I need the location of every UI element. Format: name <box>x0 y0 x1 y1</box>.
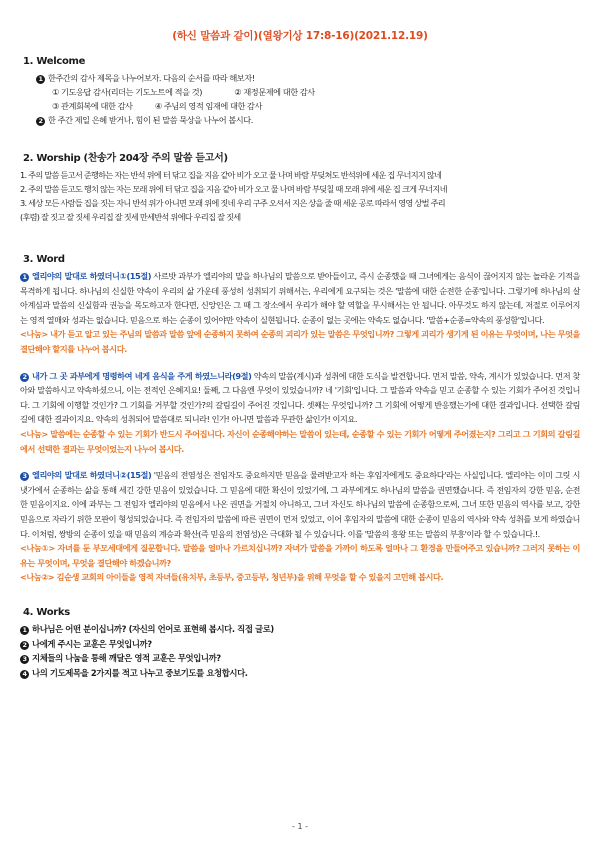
item-text: 주님의 영적 임재에 대한 감사 <box>163 101 262 111</box>
item-number: ③ <box>52 101 59 111</box>
works-item-text: 나의 기도제목을 2가지를 적고 나누고 중보기도를 요청합시다. <box>32 668 248 679</box>
welcome-items-row1 <box>20 85 580 99</box>
share-question-3b: <나눔②> 김순생 교회의 아이들을 영적 자녀들(유치부, 초등부, 중고등부, 청년부)을 위해 무엇을 할 수 있을지 고민해 봅시다. <box>20 572 444 583</box>
document-title: (하신 말씀과 같이)(열왕기상 17:8-16)(2021.12.19) <box>172 30 428 42</box>
welcome-intro-text: 한주간의 감사 제목을 나누어보자. 다음의 순서를 따라 해보자! <box>48 73 255 83</box>
number-bullet: 2 <box>20 641 29 650</box>
share-question-3a: <나눔①> 자녀를 둔 부모세대에게 질문합니다. 말씀을 얼마나 가르치십니까? 자녀가 말씀을 가까이 하도록 얼마나 그 환경을 만들어주고 있습니까? 그러지 못하는 이유는 무엇이며, 무엇을 결단해야 하겠습니까? <box>20 543 580 568</box>
number-bullet: 4 <box>20 670 29 679</box>
share-question-2: <나눔> 말씀에는 순종할 수 있는 기회가 반드시 주어집니다. 자신이 순종해야하는 말씀이 있는데, 순종할 수 있는 기회가 어떻게 주어졌는지? 그리고 그 기회의 갈림길에서 선택한 결과는 무엇이었는지 나누어 봅시다. <box>20 428 580 454</box>
works-item-text: 나에게 주시는 교훈은 무엇입니까? <box>32 638 152 649</box>
number-bullet: 2 <box>20 373 29 382</box>
item-text: 관계회복에 대한 감사 <box>61 101 133 111</box>
welcome-item-4 <box>155 101 262 111</box>
item-text: 재정문제에 대한 감사 <box>243 87 315 97</box>
hymn-verse-2: 2. 주의 말씀 듣고도 행치 않는 자는 모래 위에 터 닦고 집을 지음 같아 비가 오고 물 나며 바람 부딪칠 때 모래 위에 세운 집 크게 무너지네 <box>20 184 447 194</box>
number-bullet: 1 <box>20 273 29 282</box>
welcome-second <box>20 113 580 127</box>
works-item-text: 지체들의 나눔을 통해 깨달은 영적 교훈은 무엇입니까? <box>32 653 221 664</box>
paragraph-lead: 엘리야의 말대로 하였더니①(15절) <box>32 271 151 281</box>
item-text: 기도응답 감사(리더는 기도노트에 적을 것) <box>61 87 202 97</box>
welcome-heading: 1. Welcome <box>23 56 86 67</box>
works-item-2 <box>20 637 580 652</box>
item-number: ① <box>52 87 59 97</box>
document-page <box>20 28 580 681</box>
welcome-intro <box>20 71 580 85</box>
paragraph-body: '믿음의 전염성은 전임자도 중요하지만 믿음을 물려받고자 하는 후임자에게도 중요하다'라는 사실입니다. 엘리야는 이미 그릿 시냇가에서 순종하는 삶을 통해 세긴 강한 믿음이 있었습니다. 그 믿음에 대한 확신이 있었기에, 그 과부에게도 하나님의 말씀을 권면했습니다. 즉 전임자의 강한 믿음, 순전한 믿음이지요. 이에 과부는 그 전임자 엘리야의 믿음에서 나온 권면을 거절치 아니하고, 그녀 자신도 하나님의 말씀에 순종함으로써, 그녀 또한 믿음의 역사를 보고, 강한 믿음으로 자라기 위한 모판이 형성되었습니다. 즉 전임자의 말씀에 따른 권면이 먼저 있었고, 이어 후임자의 말씀에 대한 순종이 믿음의 역사와 약속 성취를 보게 하였습니다. 이처럼, 쌍방의 순종이 있을 때 믿음의 계승과 확산(즉 믿음의 전염성)은 극대화 될 수 있습니다. 이를 '말씀의 흥왕 또는 말씀의 부흥'이라 할 수 있습니다.!. <box>20 470 580 539</box>
word-paragraph-3 <box>20 468 580 541</box>
number-bullet: 1 <box>36 75 45 84</box>
welcome-section <box>20 56 580 127</box>
paragraph-body: 사르밧 과부가 엘리야의 말을 하나님의 말씀으로 받아들이고, 즉시 순종했을 때 그녀에게는 음식이 끊어지지 않는 놀라운 기적을 목격하게 됩니다. 하나님의 신실한 약속이 우리의 삶 가운데 풍성히 성취되기 위해서는, 우리에게 요구되는 것은 '말씀에 대한 순전한 순종'입니다. 그렇기에 하나님의 살아계심과 말씀의 신실함과 권능을 목도하고자 한다면, 신앙인은 그 때 그 장소에서 우리가 해야 할 역할을 무시해서는 안 됩니다. 아무것도 하지 않는데, 저절로 이루어지는 영적 열매와 성과는 없습니다. 믿음으로 하는 순종이 있어야만 약속이 실현됩니다. 순종이 없는 곳에는 약속도 없습니다. '말씀+순종=약속의 풍성함'입니다. <box>20 271 580 325</box>
item-number: ④ <box>154 101 162 111</box>
hymn-verse-1: 1. 주의 말씀 듣고서 준행하는 자는 반석 위에 터 닦고 집을 지음 같아 비가 오고 물 나며 바람 부딪쳐도 반석위에 세운 집 무너지지 않네 <box>20 170 442 180</box>
number-bullet: 1 <box>20 626 29 635</box>
welcome-second-text: 한 주간 제일 은혜 받거나, 힘이 된 말씀 묵상을 나누어 봅시다. <box>48 115 253 125</box>
item-number: ② <box>234 87 242 97</box>
paragraph-body: 약속의 말씀(계시)과 성취에 대한 도식을 발견합니다. 먼저 말씀, 약속, 계시가 있었습니다. 먼저 찾아와 말씀하시고 약속하셨으니, 이는 전적인 은혜지요! 둘째, 그 다음엔 무엇이 있었습니까? 네 '기회'입니다. 그 말씀과 약속을 믿고 순종할 수 있는 기회가 주어진 것입니다. 그 기회에 이행할 것인가? 그 기회를 거부할 것인가?의 갈림길이 주어진 것입니다. 셋째는 무엇입니까? 그 기회에 어떻게 반응했는가에 대한 결과입니다. 선택한 갈림길에 대한 결과이지요. 약속의 성취되어 말씀대로 되니라! 인가! 아니면 말씀과 무관한 삶인가! 이지요. <box>20 370 581 425</box>
number-bullet: 2 <box>36 117 45 126</box>
works-heading: 4. Works <box>23 606 70 618</box>
works-item-text: 하나님은 어떤 분이십니까? (자신의 언어로 표현해 봅시다. 직접 글로) <box>32 623 274 634</box>
word-section <box>20 254 580 585</box>
worship-heading: 2. Worship (찬송가 204장 주의 말씀 듣고서) <box>23 153 228 164</box>
word-paragraph-2 <box>20 369 580 427</box>
hymn-refrain: (후렴) 잘 짓고 잘 짓세 우리집 잘 짓세 만세반석 위에다 우리집 잘 짓세 <box>20 212 241 222</box>
page-number: - 1 - <box>292 822 308 831</box>
paragraph-lead: 엘리야의 말대로 하였더니②(15절) <box>32 470 152 481</box>
number-bullet: 3 <box>20 655 29 664</box>
word-heading: 3. Word <box>23 254 65 265</box>
welcome-item-3 <box>52 101 133 111</box>
welcome-item-1 <box>52 87 202 97</box>
share-question-1: <나눔> 내가 듣고 알고 있는 주님의 말씀과 말씀 앞에 순종하지 못하여 순종의 괴리가 있는 말씀은 무엇입니까? 그렇게 괴리가 생기게 된 이유는 무엇이며, 나는 무엇을 결단해야 할지를 나누어 봅시다. <box>20 329 580 354</box>
welcome-item-2 <box>234 87 315 97</box>
paragraph-lead: 내가 그 곳 과부에게 명령하여 네게 음식을 주게 하였느니라(9절) <box>32 370 252 381</box>
works-item-1 <box>20 622 580 637</box>
hymn-verse-3: 3. 세상 모든 사람들 집을 짓는 자니 반석 위가 아니면 모래 위에 짓네 우리 구주 오셔서 지은 상을 줄 때 세운 공로 따라서 영영 상벌 주리 <box>20 198 445 208</box>
works-item-3 <box>20 651 580 666</box>
works-section <box>20 607 580 681</box>
number-bullet: 3 <box>20 472 29 481</box>
welcome-items-row2 <box>20 99 580 113</box>
worship-section <box>20 149 580 224</box>
works-item-4 <box>20 666 580 681</box>
word-paragraph-1 <box>20 269 580 327</box>
